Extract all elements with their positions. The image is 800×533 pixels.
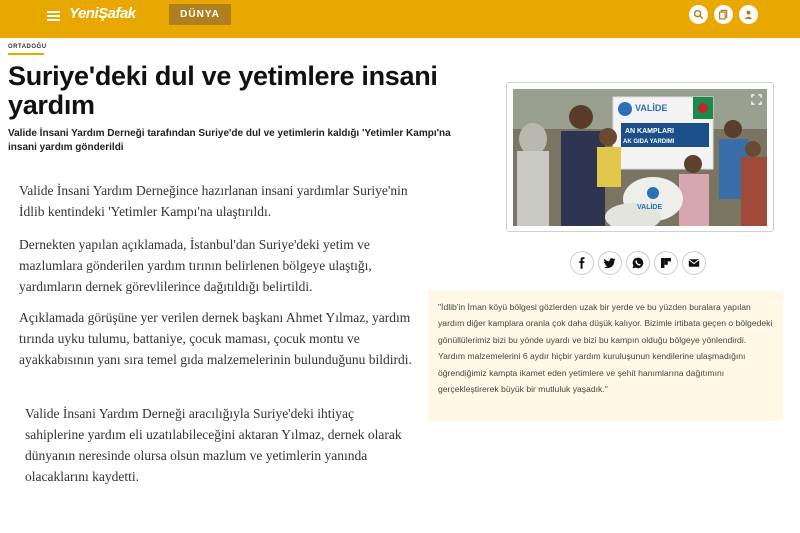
article-category[interactable]: ORTADOĞU [8,44,47,50]
menu-icon[interactable] [47,9,63,23]
article-paragraph: Açıklamada görüşüne yer verilen dernek başkanı Ahmet Yılmaz, yardım tırında uyku tulumu, battaniye, çocuk maması, çocuk montu ve ayakkabısının yanı sıra temel gıda malzemelerinin bulunduğunu bildirdi. [19,310,412,367]
mail-icon[interactable] [682,251,706,275]
whatsapp-icon[interactable] [626,251,650,275]
quote-text: "İdlib'in İman köyü bölgesi gözlerden uzak bir yerde ve bu yüzden buralara yapılan yardım diğer kamplara oranla çok daha düşük kalıyor. Bizimle irtibata geçen o bölgedeki gönüllülerimiz bizi bu yönde uyardı ve bizi bu kampın olduğu bölgeye yönlendirdi. Yardım malzemelerini 6 aydır hiçbir yardım kuruluşunun kendilerine ulaşmadığını öğrendiğimiz kampta ikamet eden yetimlere ve şehit hanımlarına dağıtımını gerçekleştirerek büyük bir mutluluk yaşadık." [438,302,773,395]
photo-frame [506,82,774,232]
share-buttons [570,251,706,275]
article-photo[interactable] [513,89,767,226]
quote-box [428,291,783,421]
article-summary: Valide İnsani Yardım Derneği tarafından Suriye'de dul ve yetimlerin kaldığı 'Yetimler Kampı'na insani yardım gönderildi [8,128,451,153]
article-title: Suriye'deki dul ve yetimlere insani yardım [8,61,438,120]
section-tab-dunya[interactable]: DÜNYA [169,4,231,25]
user-icon[interactable] [739,5,758,24]
photo-illustration [513,89,767,226]
banner-line-1: AN KAMPLARI [625,128,674,135]
article-paragraph: Valide İnsani Yardım Derneğince hazırlanan insani yardımlar Suriye'nin İdlib kentindeki 'Yetimler Kampı'na ulaştırıldı. [19,183,408,219]
article-paragraph: Valide İnsani Yardım Derneği aracılığıyla Suriye'deki ihtiyaç sahiplerine yardım eli uzatılabileceğini aktaran Yılmaz, dernek olarak dünyanın neresinde olursa olsun mazlum ve yetimlerin yanında olacaklarını kaydetti. [25,406,402,484]
search-icon[interactable] [689,5,708,24]
site-logo[interactable]: YeniŞafak [69,5,136,22]
banner-line-2: AK GIDA YARDIMI [623,139,675,145]
copy-icon[interactable] [714,5,733,24]
flipboard-icon[interactable] [654,251,678,275]
banner-brand: VALİDE [635,103,668,113]
expand-icon[interactable] [751,94,762,105]
twitter-icon[interactable] [598,251,622,275]
category-underline [8,53,44,55]
top-navigation-bar [0,0,800,38]
article-paragraph: Dernekten yapılan açıklamada, İstanbul'dan Suriye'deki yetim ve mazlumlara gönderilen yardım tırının belirlenen bölgeye ulaştığı, yardımların dernek görevlilerince dağıtıldığı belirtildi. [19,237,372,294]
sack-label: VALİDE [637,204,663,211]
facebook-icon[interactable] [570,251,594,275]
